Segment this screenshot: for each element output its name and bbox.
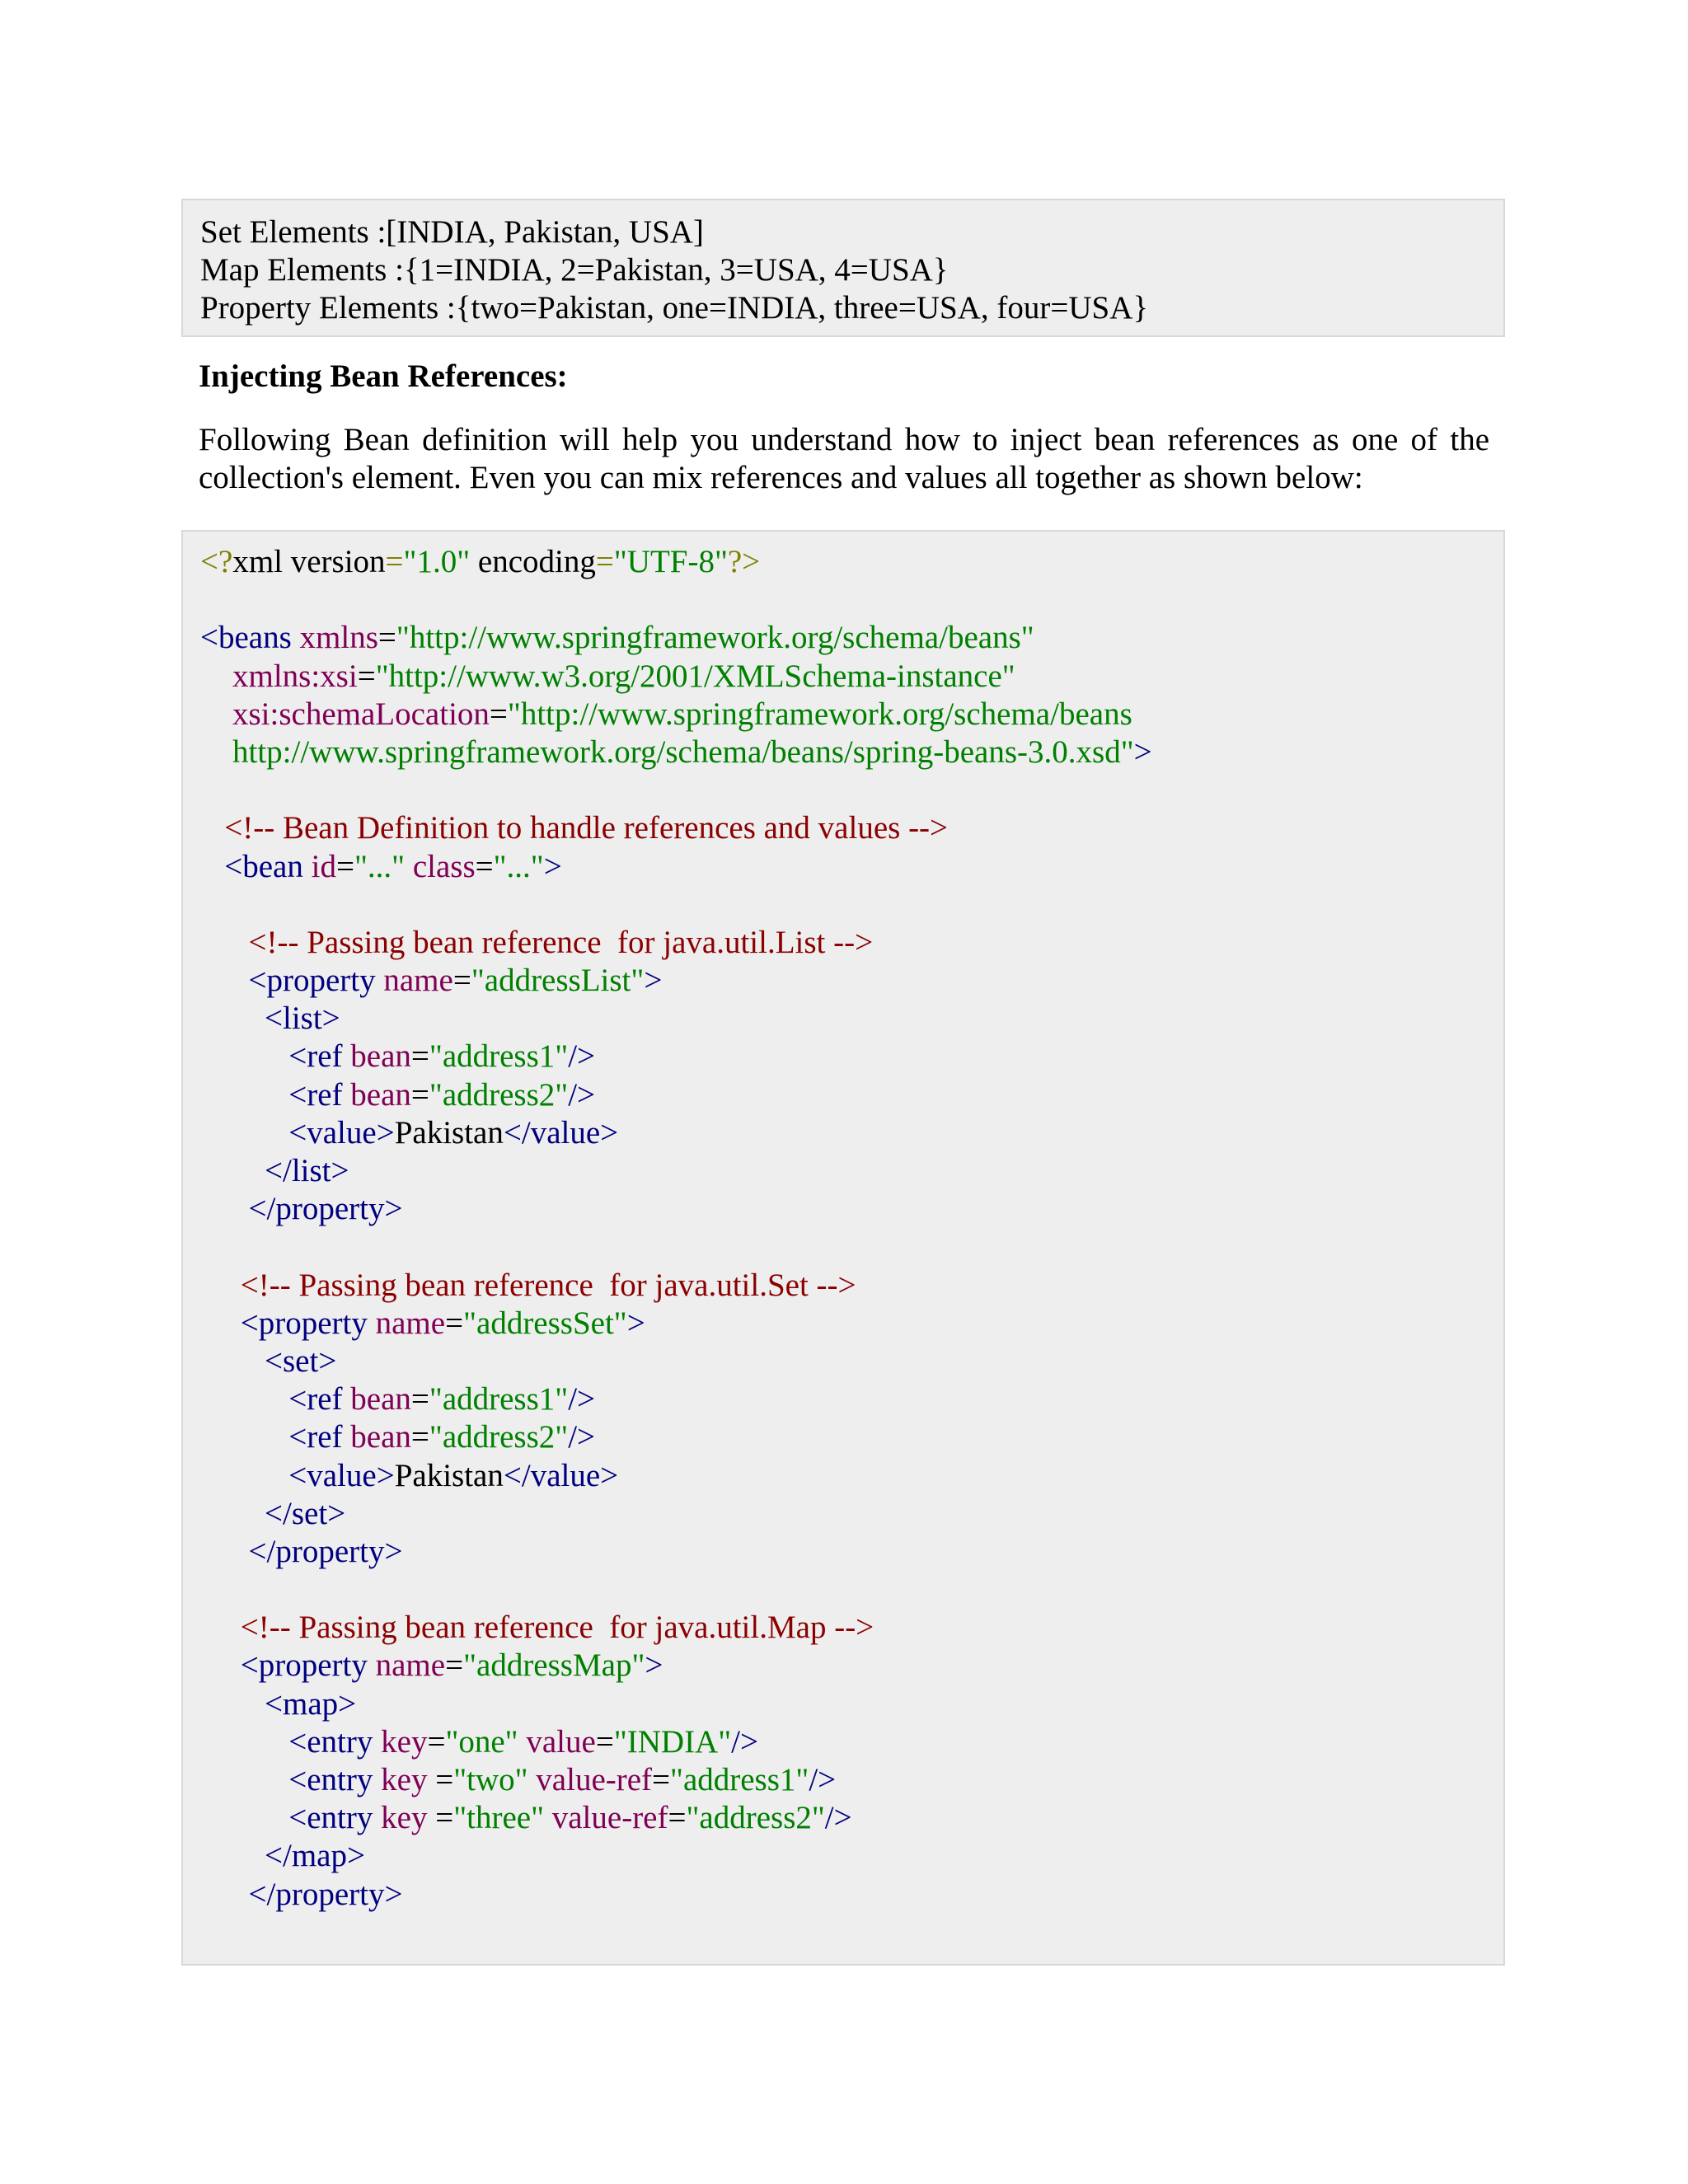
code-line: [200, 1305, 1503, 1343]
code-token: </value>: [503, 1457, 619, 1493]
code-line: [200, 1457, 1503, 1495]
code-token: >: [626, 1305, 645, 1341]
code-line: [200, 1495, 1503, 1533]
code-token: "two": [453, 1762, 528, 1797]
code-token: value-ref: [528, 1762, 653, 1797]
code-token: =: [427, 1723, 446, 1760]
code-token: =: [435, 1800, 454, 1836]
code-token: <!-- Passing bean reference for java.util.Set -->: [200, 1267, 856, 1303]
code-token: "address1": [429, 1381, 569, 1418]
code-token: "UTF-8": [613, 544, 728, 579]
code-line: [200, 771, 1503, 809]
code-token: <list>: [200, 1001, 340, 1037]
code-token: http://www.springframework.org/schema/beans/spring-beans-3.0.xsd": [200, 733, 1134, 770]
output-box: [181, 199, 1505, 337]
code-line: [200, 1076, 1503, 1114]
code-token: "http://www.springframework.org/schema/beans": [396, 620, 1034, 656]
code-token: </map>: [200, 1838, 365, 1874]
code-token: />: [731, 1723, 758, 1760]
code-token: </set>: [200, 1495, 346, 1531]
code-token: =: [445, 1647, 464, 1684]
code-token: "...": [354, 848, 406, 884]
code-token: "address1": [670, 1762, 809, 1797]
code-token: "addressList": [471, 963, 645, 999]
code-token: "address2": [686, 1800, 825, 1836]
code-token: <property: [200, 963, 384, 999]
code-token: encoding: [470, 544, 596, 579]
code-token: </property>: [200, 1191, 403, 1227]
code-token: >: [645, 1647, 663, 1684]
code-token: "one": [445, 1723, 518, 1760]
code-line: [200, 1533, 1503, 1571]
code-line: [200, 1723, 1503, 1761]
code-token: </property>: [200, 1533, 403, 1569]
code-token: =: [410, 1038, 429, 1075]
code-line: [200, 1114, 1503, 1152]
code-line: [200, 1837, 1503, 1875]
code-token: <ref: [200, 1419, 351, 1455]
code-token: "addressMap": [463, 1647, 645, 1684]
code-token: />: [809, 1762, 837, 1797]
code-line: [200, 1038, 1503, 1076]
code-token: xmlns: [299, 620, 378, 656]
code-token: />: [568, 1076, 596, 1113]
code-token: <ref: [200, 1038, 351, 1075]
code-line: [200, 1609, 1503, 1647]
code-token: key: [381, 1762, 436, 1797]
code-token: />: [568, 1381, 596, 1418]
code-token: <value>: [200, 1457, 395, 1493]
code-line: [200, 848, 1503, 886]
code-token: "INDIA": [613, 1723, 732, 1760]
code-line: [200, 1267, 1503, 1305]
section-paragraph: Following Bean definition will help you understand how to inject bean references as one of the collection's element. Even you can mix references and values all together as shown below:: [199, 422, 1489, 495]
code-token: Pakistan: [394, 1114, 504, 1151]
code-token: <entry: [200, 1800, 382, 1836]
code-line: [200, 1876, 1503, 1914]
code-token: <?: [200, 544, 233, 579]
code-line: [200, 924, 1503, 962]
output-line-set: Set Elements :[INDIA, Pakistan, USA]: [200, 214, 704, 250]
code-token: "http://www.springframework.org/schema/beans: [507, 696, 1132, 732]
code-token: <beans: [200, 620, 300, 656]
code-line: [200, 886, 1503, 924]
code-line: [200, 1685, 1503, 1723]
code-line: [200, 809, 1503, 847]
code-token: "address2": [429, 1076, 569, 1113]
code-token: =: [335, 848, 354, 884]
code-token: ?>: [727, 544, 761, 579]
code-line: [200, 1000, 1503, 1038]
code-line: [200, 696, 1503, 733]
code-token: =: [410, 1381, 429, 1418]
code-token: "address1": [429, 1038, 569, 1075]
output-line-property: Property Elements :{two=Pakistan, one=INDIA, three=USA, four=USA}: [200, 290, 1149, 326]
code-token: <entry: [200, 1723, 382, 1760]
code-line: [200, 1343, 1503, 1380]
code-token: />: [568, 1038, 596, 1075]
code-token: >: [644, 963, 663, 999]
code-token: <property: [200, 1647, 376, 1684]
code-block: [181, 530, 1505, 1966]
code-token: Pakistan: [394, 1457, 504, 1493]
code-token: bean: [350, 1381, 411, 1418]
code-token: =: [385, 544, 404, 579]
code-token: "1.0": [403, 544, 471, 579]
code-token: <ref: [200, 1381, 351, 1418]
code-line: [200, 1228, 1503, 1266]
code-token: name: [375, 1305, 446, 1341]
code-token: =: [357, 658, 376, 694]
code-token: <map>: [200, 1685, 357, 1722]
code-line: [200, 962, 1503, 1000]
code-line: [200, 1152, 1503, 1190]
code-token: =: [452, 963, 471, 999]
code-token: =: [489, 696, 508, 732]
code-token: =: [668, 1800, 687, 1836]
code-token: <property: [200, 1305, 376, 1341]
code-token: value: [518, 1723, 596, 1760]
code-token: "...": [493, 848, 544, 884]
code-line: [200, 581, 1503, 619]
code-token: />: [824, 1800, 852, 1836]
code-token: bean: [350, 1076, 411, 1113]
code-token: =: [410, 1076, 429, 1113]
code-token: class: [405, 848, 476, 884]
code-token: name: [383, 963, 453, 999]
code-token: >: [543, 848, 562, 884]
code-token: key: [381, 1800, 436, 1836]
code-token: =: [377, 620, 396, 656]
code-token: "three": [453, 1800, 544, 1836]
code-token: key: [381, 1723, 428, 1760]
code-token: "addressSet": [463, 1305, 627, 1341]
code-token: <set>: [200, 1343, 337, 1379]
code-token: </list>: [200, 1153, 349, 1188]
code-token: id: [311, 848, 336, 884]
code-token: xml version: [232, 544, 386, 579]
code-token: "address2": [429, 1419, 569, 1455]
code-token: xmlns:xsi: [200, 658, 358, 694]
code-token: />: [568, 1419, 596, 1455]
code-token: "http://www.w3.org/2001/XMLSchema-instance": [375, 658, 1015, 694]
code-line: [200, 1418, 1503, 1456]
code-token: <entry: [200, 1762, 382, 1797]
code-line: [200, 1380, 1503, 1418]
code-line: [200, 1647, 1503, 1685]
code-token: bean: [350, 1419, 411, 1455]
code-line: [200, 658, 1503, 696]
code-line: [200, 619, 1503, 657]
code-token: <ref: [200, 1076, 351, 1113]
code-line: [200, 1761, 1503, 1799]
code-line: [200, 1799, 1503, 1837]
code-token: value-ref: [544, 1800, 668, 1836]
code-token: <!-- Bean Definition to handle references and values -->: [200, 810, 949, 846]
code-line: [200, 543, 1503, 581]
code-line: [200, 1571, 1503, 1609]
code-token: =: [410, 1419, 429, 1455]
code-token: =: [595, 1723, 614, 1760]
code-token: =: [475, 848, 494, 884]
code-line: [200, 733, 1503, 771]
section-heading: Injecting Bean References:: [199, 359, 568, 394]
code-token: =: [435, 1762, 454, 1797]
output-line-map: Map Elements :{1=INDIA, 2=Pakistan, 3=USA, 4=USA}: [200, 252, 949, 288]
code-token: <value>: [200, 1114, 395, 1151]
code-token: xsi:schemaLocation: [200, 696, 490, 732]
code-token: <bean: [200, 848, 312, 884]
code-token: >: [1133, 733, 1152, 770]
code-token: =: [652, 1762, 671, 1797]
code-token: =: [445, 1305, 464, 1341]
code-token: </value>: [503, 1114, 619, 1151]
code-token: <!-- Passing bean reference for java.util.List -->: [200, 924, 874, 960]
code-token: bean: [350, 1038, 411, 1075]
code-line: [200, 1190, 1503, 1228]
code-token: name: [375, 1647, 446, 1684]
code-token: </property>: [200, 1876, 403, 1912]
code-token: <!-- Passing bean reference for java.util.Map -->: [200, 1610, 874, 1646]
code-token: =: [595, 544, 614, 579]
